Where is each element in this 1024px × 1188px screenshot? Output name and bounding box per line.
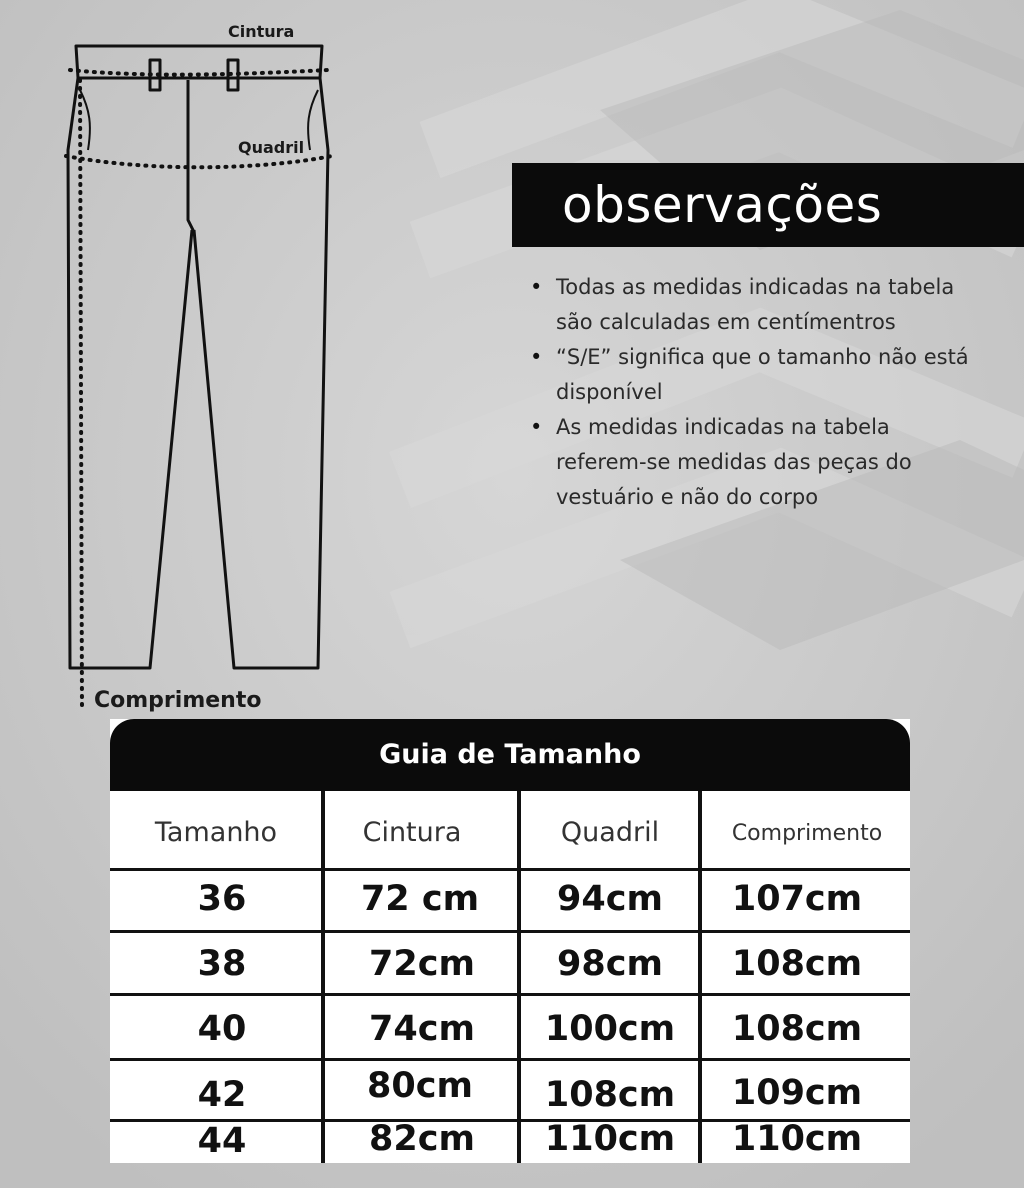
row-divider [110, 930, 910, 933]
cell-waist: 80cm [367, 1066, 473, 1106]
cell-hip: 100cm [544, 1009, 676, 1049]
cell-size: 38 [197, 944, 247, 984]
observations-title: observações [512, 163, 1024, 247]
length-measure-line [80, 80, 82, 710]
size-guide-table [110, 719, 910, 1163]
observation-item [530, 270, 970, 340]
observations-list [530, 270, 970, 515]
column-header-size: Tamanho [154, 817, 278, 848]
left-leg-outline [68, 78, 192, 668]
column-header-hip: Quadril [560, 817, 660, 848]
fly-line [188, 80, 194, 232]
observation-text: Todas as medidas indicadas na tabela são calculadas em centímentros [556, 275, 955, 334]
cell-waist: 72cm [369, 944, 475, 984]
cell-size: 40 [197, 1009, 247, 1049]
size-guide-title: Guia de Tamanho [110, 719, 910, 791]
cell-size: 42 [197, 1075, 247, 1115]
row-divider [110, 1058, 910, 1061]
cell-length: 108cm [731, 944, 863, 984]
hip-measure-line [66, 156, 332, 167]
right-leg-outline [194, 78, 328, 668]
cell-hip: 98cm [557, 944, 663, 984]
pocket-right [308, 90, 318, 150]
waist-measure-line [70, 70, 328, 75]
row-divider [110, 868, 910, 871]
cell-size: 44 [197, 1121, 247, 1161]
cell-waist: 72 cm [360, 879, 480, 919]
observation-item [530, 410, 970, 515]
length-label: Comprimento [94, 688, 262, 713]
cell-hip: 108cm [544, 1075, 676, 1115]
cell-hip: 110cm [544, 1119, 676, 1159]
cell-length: 109cm [731, 1073, 863, 1113]
observation-text: As medidas indicadas na tabela referem-se medidas das peças do vestuário e não do corpo [556, 415, 912, 509]
cell-waist: 74cm [369, 1009, 475, 1049]
bullet-icon: • [530, 345, 543, 369]
cell-length: 108cm [731, 1009, 863, 1049]
column-header-length: Comprimento [731, 821, 883, 846]
cell-hip: 94cm [557, 879, 663, 919]
waist-label: Cintura [228, 22, 295, 41]
cell-waist: 82cm [369, 1119, 475, 1159]
bullet-icon: • [530, 415, 543, 439]
cell-length: 107cm [731, 879, 863, 919]
row-divider [110, 993, 910, 996]
cell-size: 36 [197, 879, 247, 919]
cell-length: 110cm [731, 1119, 863, 1159]
observation-text: “S/E” significa que o tamanho não está disponível [556, 345, 969, 404]
observation-item [530, 340, 970, 410]
hip-label: Quadril [238, 138, 305, 157]
bullet-icon: • [530, 275, 543, 299]
column-header-waist: Cintura [362, 817, 462, 848]
